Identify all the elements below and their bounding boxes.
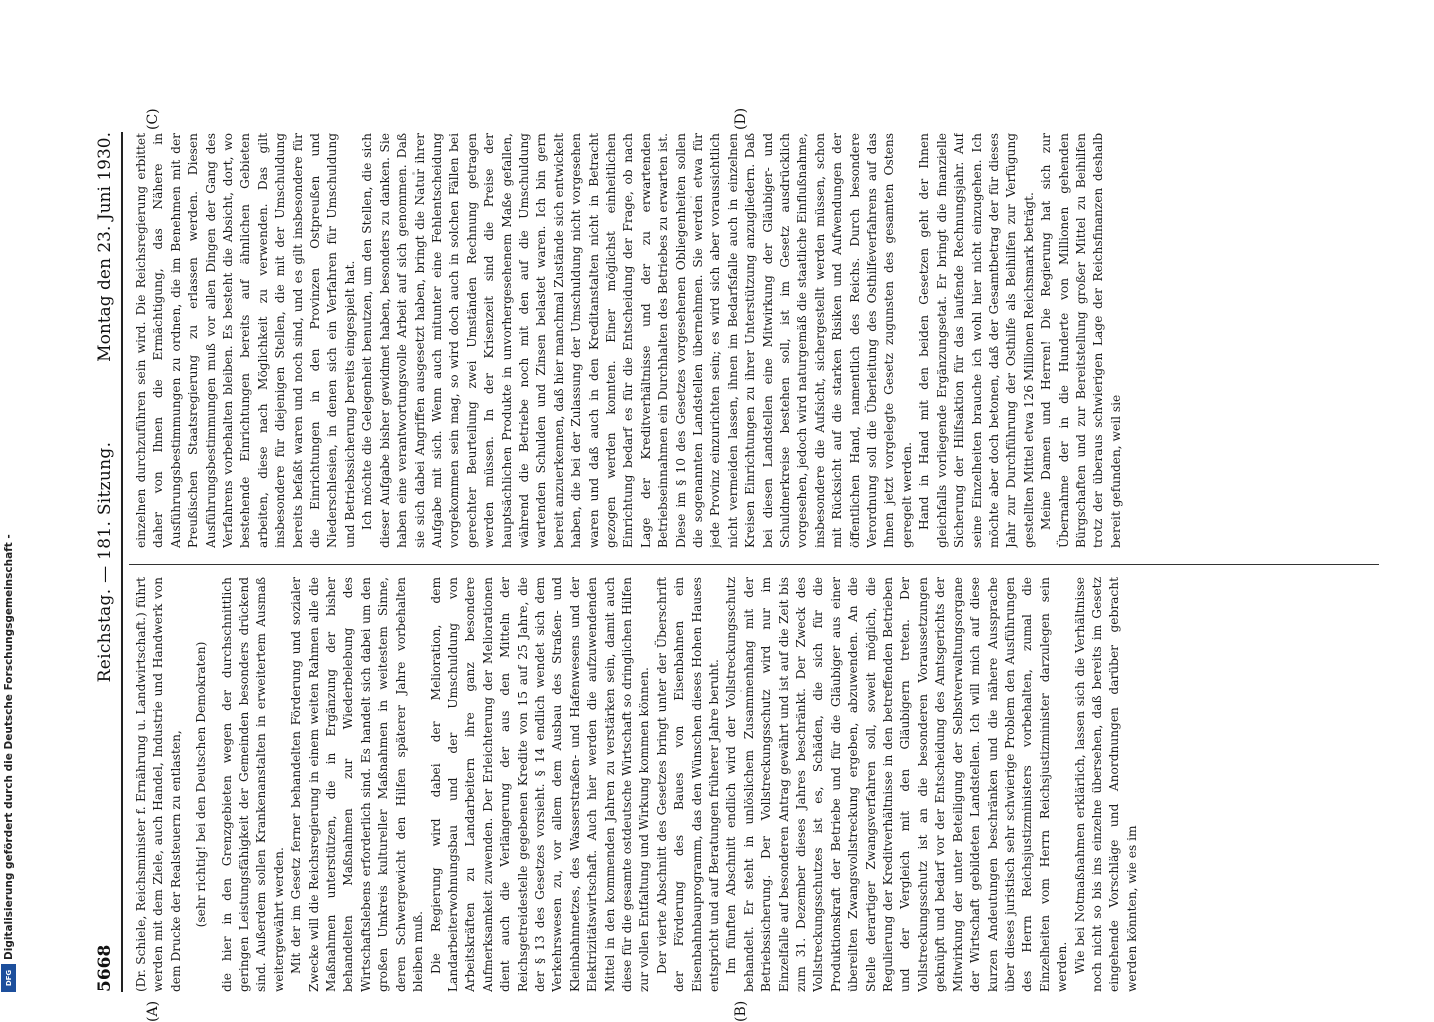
paragraph: die hier in den Grenzgebieten wegen der durchschnittlich geringen Leistungsfähigkeit der Gemeinden besonders drückend sind. Außerdem sollen Krankenanstalten in erweitertem Ausmaß weitergewährt werden. (219, 577, 286, 992)
paragraph: Mit der im Gesetz ferner behandelten Förderung und sozialer Zwecke will die Reichsregierung in einem weiten Rahmen alle die Maßnahmen unterstützen, die in Ergänzung der bisher behandelten Maßnahmen zur Wiederbelebung des Wirtschaftslebens erforderlich sind. Es handelt sich dabei um den großen Umkreis kultureller Maßnahmen in weitestem Sinne, deren Schwergewicht den Hilfen späterer Jahre vorbehalten bleiben muß. (289, 577, 426, 992)
session-date: Montag den 23. Juni 1930. (95, 132, 115, 362)
paragraph: Wie bei Notmaßnahmen erklärlich, lassen sich die Verhältnisse noch nicht so bis ins einzelne übersehen, daß bereits im Gesetz eingehende Vorschläge und Anordnungen darüber gebracht werden könnten, wie es im (1072, 577, 1139, 992)
interjection: (sehr richtig! bei den Deutschen Demokraten) (194, 641, 209, 928)
left-column (133, 577, 1383, 992)
dfg-logo-text: DFG (5, 969, 13, 987)
paragraph: Ich möchte die Gelegenheit benutzen, um den Stellen, die sich dieser Aufgabe bisher gewidmet haben, besonders zu danken. Sie haben eine verantwortungsvolle Arbeit auf sich genommen. Daß sie sich dabei Angriffen ausgesetzt haben, bringt die Natur ihrer Aufgabe mit sich. Wenn auch mitunter eine Fehlentscheidung vorgekommen sein mag, so wird doch auch in solchen Fällen bei gerechter Beurteilung zwei Umständen Rechnung getragen werden müssen. In der Krisenzeit sind die Preise der hauptsächlichen Produkte in unvorhergesehenem Maße gefallen, während die Betriebe noch mit den auf die Umschuldung wartenden Schulden und Zinsen belastet waren. Ich bin gern bereit anzuerkennen, daß hier manchmal Zustände sich entwickelt haben, die bei der Zulassung der Umschuldung nicht vorgesehen waren und daß auch in den Kreditanstalten nicht in Betracht gezogen werden konnten. Einer möglichst einheitlichen Einrichtung bedarf es für die Entscheidung der Frage, ob nach Lage der Kreditverhältnisse und der zu erwartenden Betriebseinnahmen ein Durchhalten des Betriebes zu erwarten ist. Diese im § 10 des Gesetzes vorgesehenen Obliegenheiten sollen die sogenannten Landstellen übernehmen. Sie werden etwa für jede Provinz einzurichten sein; es wird sich aber voraussichtlich nicht vermeiden lassen, ihnen im Bedarfsfalle auch in einzelnen Kreisen Einrichtungen zu ihrer Unterstützung anzugliedern. Daß bei diesen Landstellen eine Mitwirkung der Gläubiger- und Schuldnerkreise bestehen soll, ist im Gesetz ausdrücklich vorgesehen, jedoch wird naturgemäß die staatliche Einflußnahme, insbesondere die Aufsicht, sichergestellt werden müssen, schon mit Rücksicht auf die starken Risiken und Aufwendungen der öffentlichen Hand, namentlich des Reichs. Durch besondere Verordnung soll die Überleitung des Osthilfeverfahrens auf das Ihnen jetzt vorgelegte Gesetz zugunsten des gesamten Ostens geregelt werden. (360, 133, 914, 548)
digitization-credit-sidebar (0, 0, 18, 1000)
page-number: 5668 (95, 944, 115, 992)
paragraph: einzelnen durchzuführen sein wird. Die Reichsregierung erbittet daher von Ihnen die Ermächtigung, das Nähere in Ausführungsbestimmungen zu ordnen, die im Benehmen mit der Preußischen Staatsregierung zu erlassen werden. Diesen Ausführungsbestimmungen muß vor allen Dingen der Gang des Verfahrens vorbehalten bleiben. Es besteht die Absicht, dort, wo bestehende Einrichtungen bereits auf ähnlichen Gebieten arbeiten, diese nach Möglichkeit zu verwenden. Das gilt insbesondere für diejenigen Stellen, die mit der Umschuldung bereits befaßt waren und noch sind, und es gilt insbesondere für die Einrichtungen in den Provinzen Ostpreußen und Niederschlesien, in denen sich ein Verfahren für Umschuldung und Betriebssicherung bereits eingespielt hat. (134, 133, 357, 548)
paragraph: Der vierte Abschnitt des Gesetzes bringt unter der Überschrift der Förderung des Baues von Eisenbahnen ein Eisenbahnbauprogramm, das den Wünschen dieses Hohen Hauses entspricht und auf Beratungen früherer Jahre beruht. (654, 577, 721, 992)
page-title: Reichstag. — 181. Sitzung. (95, 441, 115, 683)
paragraph: Hand in Hand mit den beiden Gesetzen geht der Ihnen gleichfalls vorliegende Ergänzungsetat. Er bringt die finanzielle Sicherung der Hilfsaktion für das laufende Rechnungsjahr. Auf seine Einzelheiten brauche ich wohl hier nicht einzugehen. Ich möchte aber doch betonen, daß der Gesamtbetrag der für dieses Jahr zur Durchführung der Osthilfe als Beihilfen zur Verfügung gestellten Mittel etwa 126 Millionen Reichsmark beträgt. (917, 133, 1036, 548)
paragraph: Im fünften Abschnitt endlich wird der Vollstreckungsschutz behandelt. Er steht in unlöslichem Zusammenhang mit der Betriebssicherung. Der Vollstreckungsschutz wird nur im Einzelfalle auf besonderen Antrag gewährt und ist auf die Zeit bis zum 31. Dezember dieses Jahres beschränkt. Der Zweck des Vollstreckungsschutzes ist es, Schäden, die sich für die Produktionskraft der Betriebe und für die Gläubiger aus einer übereilten Zwangsvollstreckung ergeben, abzuwenden. An die Stelle derartiger Zwangsverfahren soll, soweit möglich, die Regulierung der Kreditverhältnisse in den betreffenden Betrieben und der Vergleich mit den Gläubigern treten. Der Vollstreckungsschutz ist an die besonderen Voraussetzungen geknüpft und bedarf vor der Entscheidung des Amtsgerichts der Mitwirkung der unter Beteiligung der Selbstverwaltungsorgane der Wirtschaft gebildeten Landstellen. Ich will mich auf diese kurzen Andeutungen beschränken und die nähere Aussprache über dieses juristisch sehr schwierige Problem den Ausführungen des Herrn Reichsjustizministers vorbehalten, zumal die Einzelheiten vom Herrn Reichsjustizminister darzulegen sein werden. (724, 577, 1070, 992)
margin-mark-b: (B) (733, 1000, 749, 1022)
margin-mark-c: (C) (145, 108, 161, 130)
rotated-document (93, 107, 1393, 1022)
paragraph: Die Regierung wird dabei der Melioration, dem Landarbeiterwohnungsbau und der Umschuldung von Arbeitskräften zu Landarbeitern ihre ganz besondere Aufmerksamkeit zuwenden. Der Erleichterung der Meliorationen dient auch die Verlängerung der aus den Mitteln der Reichsgetreidestelle gegebenen Kredite von 15 auf 25 Jahre, die der § 13 des Gesetzes vorsieht. § 14 endlich wendet sich dem Verkehrswesen zu, vor allem dem Ausbau des Straßen- und Kleinbahnnetzes, des Wasserstraßen- und Hafenwesens und der Elektrizitätswirtschaft. Auch hier werden die aufzuwendenden Mittel in den kommenden Jahren zu verstärken sein, damit auch diese für die gesamte ostdeutsche Wirtschaft so dringlichen Hilfen zur vollen Entfaltung und Wirkung kommen können. (428, 577, 652, 992)
margin-mark-a: (A) (145, 1000, 161, 1022)
margin-mark-d: (D) (733, 107, 749, 130)
page-header (93, 132, 123, 992)
column-divider (129, 564, 1379, 565)
digitization-credit-text: Digitalisierung gefördert durch die Deutsche Forschungsgemeinschaft - (3, 534, 15, 960)
right-column (133, 133, 1383, 548)
document-body (93, 107, 1393, 1022)
paragraph: Meine Damen und Herren! Die Regierung hat sich zur Übernahme der in die Hunderte von Millionen gehenden Bürgschaften und zur Bereitstellung großer Mittel zu Beihilfen trotz der überaus schwierigen Lage der Reichsfinanzen deshalb bereit gefunden, weil sie (1039, 133, 1123, 548)
paragraph: (Dr. Schiele, Reichsminister f. Ernährung u. Landwirtschaft.) führt werden mit dem Ziele, auch Handel, Industrie und Handwerk von dem Drucke der Realsteuern zu entlasten, (134, 577, 183, 992)
dfg-logo (1, 964, 16, 992)
